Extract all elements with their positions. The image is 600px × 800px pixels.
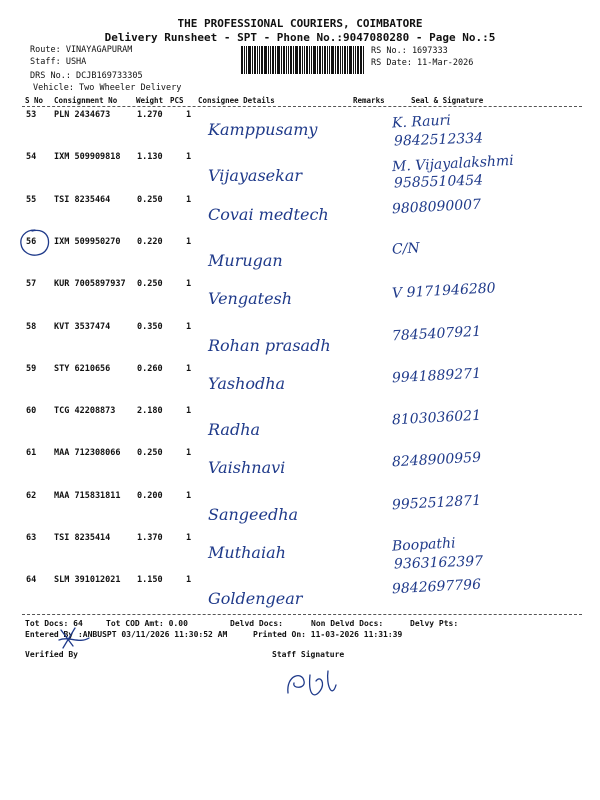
row-consignee-handwriting: Murugan [208,251,283,270]
barcode-bar [355,46,356,74]
row-pcs: 1 [186,195,192,205]
row-weight: 0.350 [137,322,163,332]
row-consignment-no: SLM 391012021 [54,575,121,585]
barcode-bar [347,46,348,74]
entered-by: Entered By :ANBUSPT 03/11/2026 11:30:52 AM [25,630,228,639]
row-consignment-no: STY 6210656 [54,364,111,374]
barcode-bar [275,46,276,74]
row-sno: 59 [26,364,37,374]
row-weight: 1.270 [137,110,163,120]
row-weight: 1.130 [137,152,163,162]
barcode-bar [302,46,303,74]
row-sno: 57 [26,279,37,289]
row-pcs: 1 [186,237,192,247]
barcode-bar [309,46,310,74]
barcode-bar [254,46,256,74]
row-signature-handwriting: 9842697796 [391,576,482,598]
row-weight: 0.250 [137,448,163,458]
row-sno: 63 [26,533,37,543]
barcode-bar [241,46,243,74]
barcode-bar [244,46,245,74]
entered-by-signature [55,622,95,658]
row-consignment-no: KVT 3537474 [54,322,111,332]
barcode-bar [246,46,247,74]
barcode-bar [272,46,274,74]
row-pcs: 1 [186,575,192,585]
row-signature-handwriting: K. Rauri [391,112,452,132]
barcode-bar [268,46,269,74]
row-weight: 2.180 [137,406,163,416]
barcode-bar [342,46,343,74]
row-weight: 0.250 [137,279,163,289]
row-signature-handwriting: 7845407921 [391,323,482,345]
runsheet-subtitle: Delivery Runsheet - SPT - Phone No.:9047080280 - Page No.:5 [104,31,496,44]
row-sno: 55 [26,195,37,205]
staff-label: Staff: USHA [30,57,87,67]
printed-on: Printed On: 11-03-2026 11:31:39 [253,630,403,639]
barcode-bar [277,46,280,74]
row-pcs: 1 [186,152,192,162]
row-sno: 54 [26,152,37,162]
barcode-bar [257,46,258,74]
row-pcs: 1 [186,279,192,289]
row-signature-handwriting: 8248900959 [391,449,482,471]
delivery-points: Delvy Pts: [410,619,459,628]
row-pcs: 1 [186,533,192,543]
row-phone-handwriting: 9842512334 [393,130,484,150]
barcode-bar [286,46,287,74]
row-consignment-no: MAA 715831811 [54,491,121,501]
row-consignment-no: TSI 8235464 [54,195,111,205]
barcode-bar [344,46,346,74]
col-pcs: PCS [170,96,184,105]
row-sno: 58 [26,322,37,332]
barcode-bar [261,46,263,74]
row-consignee-handwriting: Vijayasekar [208,166,303,185]
col-remarks: Remarks [353,96,385,105]
row-consignment-no: TCG 42208873 [54,406,116,416]
row-weight: 0.250 [137,195,163,205]
row-consignment-no: MAA 712308066 [54,448,121,458]
row-signature-handwriting: 9952512871 [391,492,482,514]
row-consignment-no: KUR 7005897937 [54,279,126,289]
row-signature-handwriting: V 9171946280 [391,280,496,302]
row-consignment-no: PLN 2434673 [54,110,111,120]
delivered-docs: Delvd Docs: [230,619,283,628]
barcode [241,46,367,74]
vehicle-label: Vehicle: Two Wheeler Delivery [33,83,182,93]
row-consignment-no: TSI 8235414 [54,533,111,543]
route-label: Route: VINAYAGAPURAM [30,45,133,55]
barcode-bar [331,46,334,74]
barcode-bar [353,46,354,74]
barcode-bar [304,46,305,74]
verified-by: Verified By [25,650,78,659]
row-consignee-handwriting: Goldengear [208,589,303,608]
barcode-bar [270,46,271,74]
staff-signature [280,665,350,705]
total-docs: Tot Docs: 64 [25,619,83,628]
barcode-bar [248,46,251,74]
row-consignee-handwriting: Yashodha [208,374,286,393]
row-sno: 64 [26,575,37,585]
row-signature-handwriting: M. Vijayalakshmi [391,152,515,176]
non-delivered-docs: Non Delvd Docs: [311,619,384,628]
barcode-bar [324,46,326,74]
barcode-bar [357,46,359,74]
rs-no-label: RS No.: 1697333 [371,46,448,56]
barcode-bar [340,46,341,74]
row-consignee-handwriting: Vengatesh [208,289,293,308]
col-consignment: Consignment No [54,96,118,105]
row-consignee-handwriting: Sangeedha [208,505,299,524]
row-consignee-handwriting: Covai medtech [208,205,329,224]
total-cod: Tot COD Amt: 0.00 [106,619,188,628]
barcode-bar [329,46,330,74]
barcode-bar [283,46,285,74]
row-pcs: 1 [186,110,192,120]
row-pcs: 1 [186,491,192,501]
row-pcs: 1 [186,322,192,332]
row-signature-handwriting: C/N [391,240,421,258]
company-title: THE PROFESSIONAL COURIERS, COIMBATORE [177,17,423,30]
row-sno: 56 [26,237,37,247]
header-divider [22,106,582,107]
barcode-bar [311,46,312,74]
row-consignee-handwriting: Muthaiah [208,543,286,562]
barcode-bar [281,46,282,74]
barcode-bar [349,46,352,74]
row-signature-handwriting: 8103036021 [391,407,482,429]
row-signature-handwriting: Boopathi [391,535,456,555]
barcode-bar [317,46,318,74]
barcode-bar [335,46,336,74]
row-weight: 0.200 [137,491,163,501]
row-pcs: 1 [186,364,192,374]
barcode-bar [259,46,260,74]
row-consignee-handwriting: Vaishnavi [208,458,286,477]
barcode-bar [363,46,364,74]
row-pcs: 1 [186,448,192,458]
row-consignee-handwriting: Kamppusamy [208,120,318,139]
footer-divider [22,614,582,615]
row-pcs: 1 [186,406,192,416]
barcode-bar [313,46,316,74]
barcode-bar [288,46,289,74]
row-consignee-handwriting: Rohan prasadh [208,336,331,355]
barcode-bar [295,46,298,74]
circle-mark [18,228,52,258]
row-phone-handwriting: 9363162397 [393,553,484,573]
row-sno: 53 [26,110,37,120]
drs-label: DRS No.: DCJB169733305 [30,71,143,81]
barcode-bar [299,46,301,74]
barcode-bar [322,46,323,74]
row-phone-handwriting: 9585510454 [393,172,484,192]
barcode-bar [264,46,267,74]
barcode-bar [319,46,321,74]
barcode-bar [327,46,328,74]
col-sno: S No [25,96,44,105]
col-seal: Seal & Signature [411,96,484,105]
row-signature-handwriting: 9941889271 [391,365,482,387]
row-weight: 1.370 [137,533,163,543]
row-sno: 61 [26,448,37,458]
row-consignee-handwriting: Radha [208,420,261,439]
row-sno: 62 [26,491,37,501]
row-weight: 0.260 [137,364,163,374]
row-consignment-no: IXM 509950270 [54,237,121,247]
barcode-bar [337,46,339,74]
barcode-bar [290,46,292,74]
row-signature-handwriting: 9808090007 [391,196,482,218]
row-weight: 1.150 [137,575,163,585]
barcode-bar [306,46,308,74]
rs-date-label: RS Date: 11-Mar-2026 [371,58,474,68]
row-weight: 0.220 [137,237,163,247]
row-consignment-no: IXM 509909818 [54,152,121,162]
barcode-bar [360,46,362,74]
barcode-bar [293,46,294,74]
col-consignee: Consignee Details [198,96,275,105]
barcode-bar [252,46,253,74]
staff-signature-label: Staff Signature [272,650,345,659]
row-sno: 60 [26,406,37,416]
col-weight: Weight [136,96,164,105]
